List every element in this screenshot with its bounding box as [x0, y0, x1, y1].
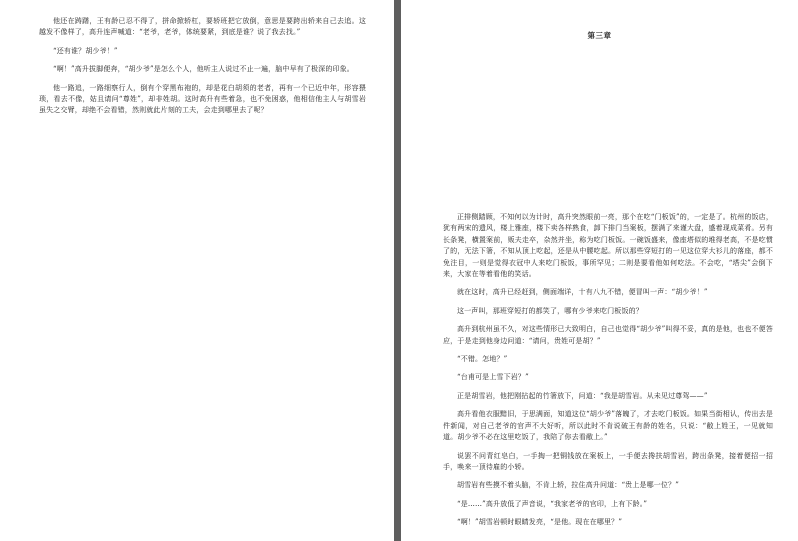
body-paragraph: 他还在踌躇，王有龄已忍不得了，拼命掀轿杠，要轿班把它放倒，意思是要跨出轿来自己去追。这越发不像样了，高升连声喊道：“老爷，老爷，体统要紧，到底是谁？说了我去找。” [39, 17, 366, 37]
body-paragraph: “不错。怎地？” [457, 355, 508, 364]
body-paragraph: “台甫可是上雪下岩？” [457, 373, 529, 382]
body-paragraph: 说罢不问青红皂白，一手掏一把铜钱放在案板上，一手便去搀扶胡雪岩，跨出条凳，接着便招一招手，唤来一顶待雇的小轿。 [443, 451, 773, 471]
body-paragraph: 高升到杭州虽不久，对这些情形已大致明白，自己也觉得“胡少爷”叫得不妥，真的是他，也也不便答应，于是走到他身边问道：“请问，贵姓可是胡？” [443, 325, 773, 345]
body-paragraph: 他一路追，一路细察行人，倒有个穿黑布袍的，却是花白胡须的老者，再有一个已近中年，形容猥琐，看去不像，姑且请问“尊姓”，却非姓胡。这时高升有些着急，也不免困惑，他相信他主人与胡雪岩虽失之交臂，却绝不会看错，然则就此片刻的工夫，会走到哪里去了呢？ [39, 83, 366, 115]
chapter-body [443, 212, 773, 536]
body-paragraph: 胡雪岩有些摸不着头脑，不肯上轿，拉住高升问道：“贵上是哪一位？” [457, 481, 679, 490]
body-paragraph: “啊！”胡雪岩顿时眼睛发亮，“是他。现在在哪里？” [457, 518, 623, 527]
body-paragraph: 这一声叫，那班穿短打的都笑了，哪有少爷来吃门板饭的？ [457, 306, 643, 315]
right-page [401, 0, 798, 541]
body-paragraph: 正排侧踏顾，不知何以为计时，高升突然眼前一亮，那个在吃“门板饭”的，一定是了。杭州的饭店，犹有两宋的遗风，楼上雅座，楼下卖各样熟食，卸下排门当案板，摆满了来谨大盘，盛着现成菜肴。另有长条凳，横置案前，贩夫走卒，杂然并坐，称为吃门板饭。一碗饭盛来，像座塔似的堆得老高，不是吃惯了的，无法下箸，不知从顶上吃起，还是从中腰吃起。所以那些穿短打的一见这位穿大衫儿的落座，都不免注目，一则是觉得衣冠中人来吃门板饭，事所罕见；二则是要看他如何吃法。不会吃，“塔尖”会倒下来，大家在等着看他的笑话。 [443, 213, 773, 279]
body-paragraph: “是……”高升放低了声音说，“我家老爷的官印，上有下龄。” [457, 499, 648, 508]
body-paragraph: “啊！”高升拔脚便奔，“胡少爷”是怎么个人，他听主人说过不止一遍，脑中早有了极深的印象。 [53, 65, 354, 74]
left-page [0, 0, 394, 541]
chapter-title: 第三章 [587, 31, 612, 40]
body-paragraph: 就在这时，高升已经赶到，侧面端详，十有八九不错，便冒叫一声：“胡少爷！” [457, 288, 708, 297]
body-paragraph: 正是胡雪岩，他把刚拈起的竹箸放下，问道：“我是胡雪岩。从未见过尊驾——” [457, 391, 708, 400]
body-paragraph: “还有谁？胡少爷！” [53, 46, 118, 55]
body-paragraph: 高升看他衣服黯旧，于思满面，知道这位“胡少爷”落魄了，才去吃门板饭。如果当街相认，传出去是件新闻，对自己老爷的官声不大好听，所以此时不肯说破王有龄的姓名，只说：“敝上姓王，一见就知道。胡少爷不必在这里吃饭了，我陪了你去看敝上。” [443, 410, 773, 442]
